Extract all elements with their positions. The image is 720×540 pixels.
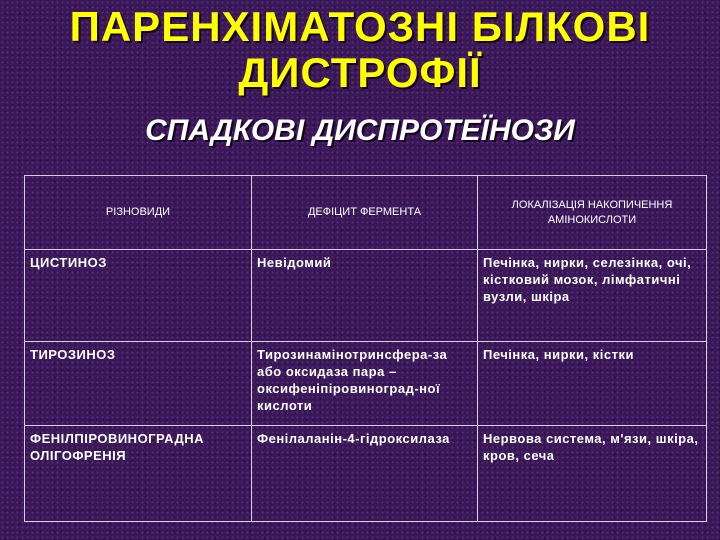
table-row [25,250,707,342]
title-line-1: ПАРЕНХІМАТОЗНІ БІЛКОВІ [69,3,651,50]
title-line-2: ДИСТРОФІЇ [238,49,482,96]
cell-variety: ТИРОЗИНОЗ [25,342,252,426]
cell-localization: Нервова система, м'язи, шкіра, кров, сеча [478,426,707,522]
cell-localization: Печінка, нирки, кістки [478,342,707,426]
slide-subtitle: СПАДКОВІ ДИСПРОТЕЇНОЗИ [145,114,575,147]
cell-enzyme: Тирозинамінотринсфера-за або оксидаза пара – оксифеніпіровиноград-ної кислоти [252,342,478,426]
table-row [25,426,707,522]
table-row [25,342,707,426]
header-varieties: РІЗНОВИДИ [25,176,252,250]
cell-localization: Печінка, нирки, селезінка, очі, кістковий мозок, лімфатичні вузли, шкіра [478,250,707,342]
cell-variety: ФЕНІЛПІРОВИНОГРАДНА ОЛІГОФРЕНІЯ [25,426,252,522]
header-accumulation-localization: ЛОКАЛІЗАЦІЯ НАКОПИЧЕННЯ АМІНОКИСЛОТИ [478,176,707,250]
dystrophy-table [24,175,707,522]
cell-enzyme: Фенілаланін-4-гідроксилаза [252,426,478,522]
table-header-row [25,176,707,250]
header-enzyme-deficiency: ДЕФІЦИТ ФЕРМЕНТА [252,176,478,250]
cell-enzyme: Невідомий [252,250,478,342]
cell-variety: ЦИСТИНОЗ [25,250,252,342]
slide-title [0,4,720,96]
